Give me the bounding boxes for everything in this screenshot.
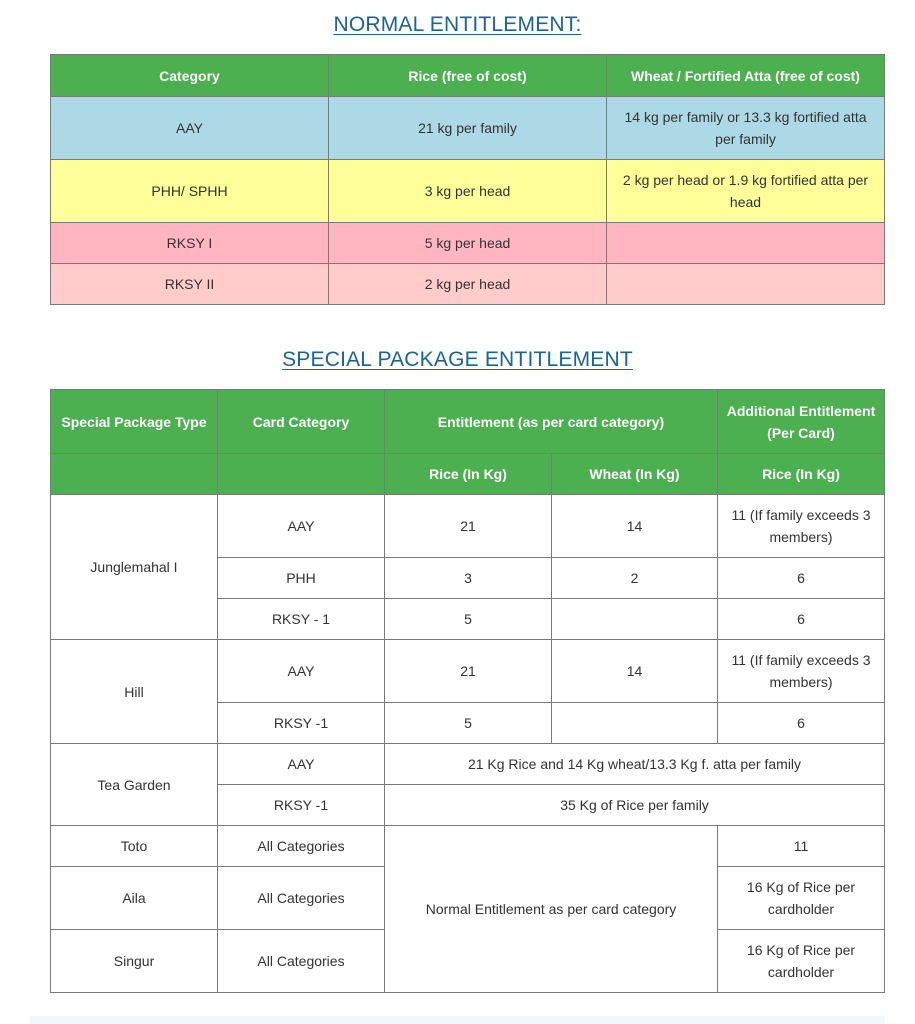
rice-cell: 21 [385, 640, 552, 703]
table-row [51, 264, 885, 305]
subheader-empty [51, 454, 218, 495]
normal-entitlement-title: NORMAL ENTITLEMENT: [333, 13, 582, 36]
rice-cell: 21 [385, 495, 552, 558]
special-package-table [50, 389, 885, 993]
card-category-cell: AAY [218, 640, 385, 703]
card-category-cell: RKSY -1 [218, 703, 385, 744]
table-row [51, 495, 885, 558]
header-rice: Rice (free of cost) [329, 55, 607, 97]
subheader-additional-rice: Rice (In Kg) [718, 454, 885, 495]
additional-cell: 6 [718, 558, 885, 599]
additional-cell: 16 Kg of Rice per cardholder [718, 930, 885, 993]
subheader-rice: Rice (In Kg) [385, 454, 552, 495]
rice-cell: 21 kg per family [329, 97, 607, 160]
wheat-cell: 2 kg per head or 1.9 kg fortified atta per head [607, 160, 885, 223]
subheader-wheat: Wheat (In Kg) [552, 454, 718, 495]
header-entitlement: Entitlement (as per card category) [385, 390, 718, 454]
additional-cell: 6 [718, 599, 885, 640]
combined-entitlement-cell: 21 Kg Rice and 14 Kg wheat/13.3 Kg f. atta per family [385, 744, 885, 785]
rice-cell: 5 [385, 703, 552, 744]
table-row [51, 744, 885, 785]
card-category-cell: RKSY - 1 [218, 599, 385, 640]
table-header-row [51, 55, 885, 97]
rice-cell: 2 kg per head [329, 264, 607, 305]
card-category-cell: PHH [218, 558, 385, 599]
wheat-cell: 14 kg per family or 13.3 kg fortified atta per family [607, 97, 885, 160]
footer-strip [30, 1016, 885, 1024]
rice-cell: 3 kg per head [329, 160, 607, 223]
package-name-cell: Tea Garden [51, 744, 218, 826]
wheat-cell: 2 [552, 558, 718, 599]
category-cell: RKSY I [51, 223, 329, 264]
category-cell: AAY [51, 97, 329, 160]
card-category-cell: AAY [218, 495, 385, 558]
additional-cell: 6 [718, 703, 885, 744]
normal-entitlement-table [50, 54, 885, 305]
package-name-cell: Toto [51, 826, 218, 867]
table-row [51, 826, 885, 867]
card-category-cell: All Categories [218, 930, 385, 993]
table-row [51, 223, 885, 264]
header-category: Category [51, 55, 329, 97]
rice-cell: 3 [385, 558, 552, 599]
card-category-cell: AAY [218, 744, 385, 785]
card-category-cell: All Categories [218, 826, 385, 867]
header-additional: Additional Entitlement (Per Card) [718, 390, 885, 454]
wheat-cell: 14 [552, 640, 718, 703]
package-name-cell: Singur [51, 930, 218, 993]
header-wheat: Wheat / Fortified Atta (free of cost) [607, 55, 885, 97]
wheat-cell [607, 223, 885, 264]
package-name-cell: Junglemahal I [51, 495, 218, 640]
table-row [51, 97, 885, 160]
combined-entitlement-cell: 35 Kg of Rice per family [385, 785, 885, 826]
subheader-empty [218, 454, 385, 495]
special-package-title: SPECIAL PACKAGE ENTITLEMENT [282, 348, 633, 371]
wheat-cell [552, 599, 718, 640]
normal-entitlement-cell: Normal Entitlement as per card category [385, 826, 718, 993]
table-row [51, 160, 885, 223]
card-category-cell: All Categories [218, 867, 385, 930]
rice-cell: 5 kg per head [329, 223, 607, 264]
header-package-type: Special Package Type [51, 390, 218, 454]
card-category-cell: RKSY -1 [218, 785, 385, 826]
wheat-cell [607, 264, 885, 305]
package-name-cell: Aila [51, 867, 218, 930]
table-subheader-row [51, 454, 885, 495]
additional-cell: 11 (If family exceeds 3 members) [718, 640, 885, 703]
additional-cell: 16 Kg of Rice per cardholder [718, 867, 885, 930]
category-cell: RKSY II [51, 264, 329, 305]
wheat-cell [552, 703, 718, 744]
wheat-cell: 14 [552, 495, 718, 558]
table-row [51, 640, 885, 703]
additional-cell: 11 (If family exceeds 3 members) [718, 495, 885, 558]
package-name-cell: Hill [51, 640, 218, 744]
rice-cell: 5 [385, 599, 552, 640]
category-cell: PHH/ SPHH [51, 160, 329, 223]
table-header-row [51, 390, 885, 454]
header-card-category: Card Category [218, 390, 385, 454]
additional-cell: 11 [718, 826, 885, 867]
